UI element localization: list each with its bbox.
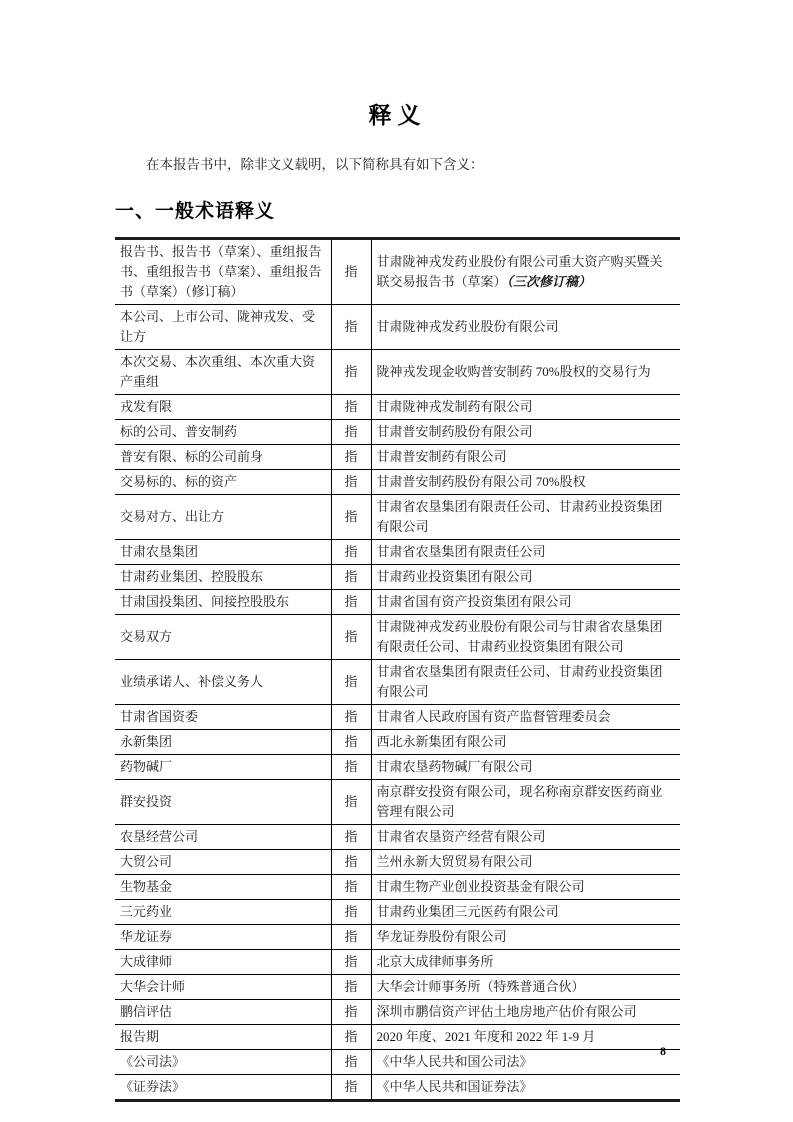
term-cell: 本次交易、本次重组、本次重大资产重组 [115,350,331,395]
table-row [115,239,680,305]
zhi-cell: 指 [331,900,371,925]
zhi-cell: 指 [331,615,371,660]
term-cell: 交易对方、出让方 [115,495,331,540]
term-cell: 交易双方 [115,615,331,660]
table-row [115,540,680,565]
definition-cell: 北京大成律师事务所 [371,950,680,975]
table-row [115,900,680,925]
table-row [115,565,680,590]
definition-cell: 《中华人民共和国公司法》 [371,1050,680,1075]
table-row [115,1000,680,1025]
definition-cell: 甘肃普安制药股份有限公司 70%股权 [371,470,680,495]
table-row [115,470,680,495]
zhi-cell: 指 [331,445,371,470]
definition-cell: 甘肃省农垦集团有限责任公司 [371,540,680,565]
zhi-cell: 指 [331,780,371,825]
zhi-cell: 指 [331,350,371,395]
definition-cell: 甘肃农垦药物碱厂有限公司 [371,755,680,780]
zhi-cell: 指 [331,1075,371,1101]
definition-cell: 甘肃陇神戎发药业股份有限公司与甘肃省农垦集团有限责任公司、甘肃药业投资集团有限公司 [371,615,680,660]
term-cell: 永新集团 [115,730,331,755]
zhi-cell: 指 [331,660,371,705]
table-row [115,1050,680,1075]
table-row [115,1025,680,1050]
table-row [115,950,680,975]
table-row [115,730,680,755]
term-cell: 报告期 [115,1025,331,1050]
table-row [115,615,680,660]
term-cell: 标的公司、普安制药 [115,420,331,445]
term-cell: 华龙证券 [115,925,331,950]
zhi-cell: 指 [331,239,371,305]
term-cell: 群安投资 [115,780,331,825]
table-row [115,445,680,470]
definition-cell: 甘肃普安制药有限公司 [371,445,680,470]
definition-cell: 甘肃药业集团三元医药有限公司 [371,900,680,925]
table-row [115,660,680,705]
term-cell: 药物碱厂 [115,755,331,780]
term-cell: 大华会计师 [115,975,331,1000]
zhi-cell: 指 [331,755,371,780]
table-row [115,495,680,540]
definition-bold-suffix: （三次修订稿） [506,274,592,289]
intro-paragraph: 在本报告书中，除非文义载明，以下简称具有如下含义： [146,157,484,172]
term-cell: 《证券法》 [115,1075,331,1101]
term-cell: 本公司、上市公司、陇神戎发、受让方 [115,305,331,350]
section-heading: 一、一般术语释义 [115,201,276,222]
table-row [115,350,680,395]
zhi-cell: 指 [331,925,371,950]
table-row [115,780,680,825]
definitions-table-body [115,239,680,1101]
definition-cell: 甘肃陇神戎发药业股份有限公司重大资产购买暨关联交易报告书（草案）（三次修订稿） [376,254,663,289]
definitions-table [115,237,680,1102]
definition-cell: 甘肃药业投资集团有限公司 [371,565,680,590]
zhi-cell: 指 [331,1000,371,1025]
definition-cell: 甘肃省农垦资产经营有限公司 [371,825,680,850]
definition-cell: 甘肃普安制药股份有限公司 [371,420,680,445]
zhi-cell: 指 [331,950,371,975]
zhi-cell: 指 [331,975,371,1000]
definition-cell: 《中华人民共和国证券法》 [371,1075,680,1101]
page-number: 8 [660,1044,666,1058]
definition-cell: 甘肃省农垦集团有限责任公司、甘肃药业投资集团有限公司 [371,660,680,705]
zhi-cell: 指 [331,495,371,540]
zhi-cell: 指 [331,850,371,875]
table-row [115,705,680,730]
zhi-cell: 指 [331,565,371,590]
definition-cell: 甘肃省国有资产投资集团有限公司 [371,590,680,615]
zhi-cell: 指 [331,420,371,445]
page-title: 释义 [368,102,427,128]
definition-cell: 陇神戎发现金收购普安制药 70%股权的交易行为 [371,350,680,395]
definition-cell: 甘肃省农垦集团有限责任公司、甘肃药业投资集团有限公司 [371,495,680,540]
zhi-cell: 指 [331,730,371,755]
definition-cell: 2020 年度、2021 年度和 2022 年 1-9 月 [371,1025,680,1050]
term-cell: 鹏信评估 [115,1000,331,1025]
term-cell: 农垦经营公司 [115,825,331,850]
zhi-cell: 指 [331,305,371,350]
table-row [115,590,680,615]
zhi-cell: 指 [331,875,371,900]
term-cell: 甘肃省国资委 [115,705,331,730]
term-cell: 甘肃农垦集团 [115,540,331,565]
term-cell: 大成律师 [115,950,331,975]
table-row [115,825,680,850]
term-cell: 甘肃国投集团、间接控股股东 [115,590,331,615]
table-row [115,875,680,900]
definition-cell: 兰州永新大贸贸易有限公司 [371,850,680,875]
definition-cell: 甘肃省人民政府国有资产监督管理委员会 [371,705,680,730]
term-cell: 甘肃药业集团、控股股东 [115,565,331,590]
definition-cell: 甘肃陇神戎发制药有限公司 [371,395,680,420]
zhi-cell: 指 [331,705,371,730]
table-row [115,1075,680,1101]
term-cell: 《公司法》 [115,1050,331,1075]
term-cell: 大贸公司 [115,850,331,875]
term-cell: 普安有限、标的公司前身 [115,445,331,470]
term-cell: 报告书、报告书（草案）、重组报告书、重组报告书（草案）、重组报告书（草案）（修订稿） [120,244,322,299]
definition-cell: 南京群安投资有限公司，现名称南京群安医药商业管理有限公司 [371,780,680,825]
zhi-cell: 指 [331,470,371,495]
table-row [115,975,680,1000]
zhi-cell: 指 [331,1050,371,1075]
definition-cell: 深圳市鹏信资产评估土地房地产估价有限公司 [371,1000,680,1025]
zhi-cell: 指 [331,1025,371,1050]
content-area [115,0,680,1102]
definition-cell: 大华会计师事务所（特殊普通合伙） [371,975,680,1000]
table-row [115,925,680,950]
definition-cell: 甘肃陇神戎发药业股份有限公司 [371,305,680,350]
zhi-cell: 指 [331,540,371,565]
definition-cell: 甘肃生物产业创业投资基金有限公司 [371,875,680,900]
term-cell: 生物基金 [115,875,331,900]
table-row [115,755,680,780]
table-row [115,420,680,445]
term-cell: 业绩承诺人、补偿义务人 [115,660,331,705]
zhi-cell: 指 [331,395,371,420]
term-cell: 交易标的、标的资产 [115,470,331,495]
table-row [115,850,680,875]
zhi-cell: 指 [331,825,371,850]
term-cell: 戎发有限 [115,395,331,420]
term-cell: 三元药业 [115,900,331,925]
definition-cell: 华龙证券股份有限公司 [371,925,680,950]
zhi-cell: 指 [331,590,371,615]
table-row [115,305,680,350]
table-row [115,395,680,420]
definition-cell: 西北永新集团有限公司 [371,730,680,755]
